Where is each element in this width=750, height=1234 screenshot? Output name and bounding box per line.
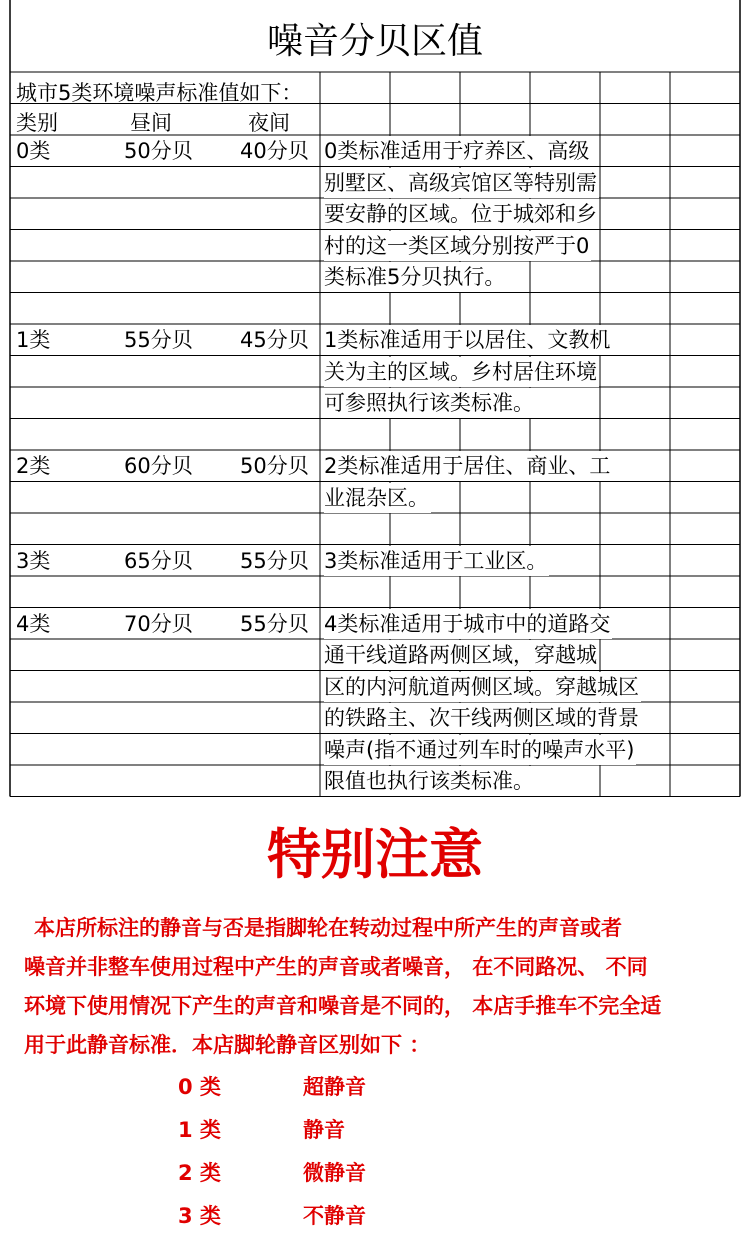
row-description-line: 村的这一类区域分别按严于0 (324, 231, 591, 261)
notice-line: 噪音并非整车使用过程中产生的声音或者噪音， 在不同路况、 不同 (24, 955, 648, 979)
row-description-line: 要安静的区域。位于城郊和乡 (324, 199, 599, 229)
row-day-value: 50分贝 (124, 139, 193, 163)
row-description-line: 关为主的区域。乡村居住环境 (324, 357, 599, 387)
row-day-value: 65分贝 (124, 548, 193, 573)
header-day: 昼间 (130, 111, 172, 135)
table-title: 噪音分贝区值 (266, 21, 483, 62)
row-description-line: 噪声(指不通过列车时的噪声水平) (324, 735, 636, 765)
level-description: 静音 (303, 1118, 345, 1142)
level-grade: 0 类 (178, 1075, 221, 1099)
row-description-line: 限值也执行该类标准。 (324, 766, 536, 796)
notice-line: 环境下使用情况下产生的声音和噪音是不同的， 本店手推车不完全适 (24, 994, 662, 1018)
level-description: 微静音 (303, 1161, 366, 1185)
row-day-value: 70分贝 (124, 611, 193, 636)
row-category: 4类 (16, 611, 51, 636)
row-description-line: 可参照执行该类标准。 (324, 388, 536, 418)
row-description-line: 4类标准适用于城市中的道路交 (324, 609, 612, 639)
row-night-value: 55分贝 (240, 611, 309, 636)
row-description-line: 2类标准适用于居住、商业、工 (324, 451, 612, 481)
row-description-line: 1类标准适用于以居住、文教机 (324, 325, 612, 355)
level-grade: 2 类 (178, 1161, 221, 1185)
table-intro: 城市5类环境噪声标准值如下： (16, 81, 303, 105)
row-day-value: 55分贝 (124, 328, 193, 352)
row-night-value: 40分贝 (240, 139, 309, 163)
row-night-value: 45分贝 (240, 328, 309, 352)
row-night-value: 50分贝 (240, 454, 309, 478)
notice-title: 特别注意 (267, 823, 483, 886)
header-night: 夜间 (248, 111, 290, 135)
row-description-line: 0类标准适用于疗养区、高级 (324, 136, 591, 166)
row-description-line: 通干线道路两侧区域，穿越城 (324, 640, 599, 670)
row-day-value: 60分贝 (124, 454, 193, 478)
row-description-line: 3类标准适用于工业区。 (324, 546, 549, 576)
row-category: 0类 (16, 139, 51, 163)
row-description-line: 别墅区、高级宾馆区等特别需 (324, 168, 599, 198)
level-grade: 1 类 (178, 1118, 221, 1142)
row-category: 3类 (16, 548, 51, 573)
level-description: 超静音 (303, 1075, 366, 1099)
row-description-line: 业混杂区。 (324, 483, 431, 513)
notice-line: 用于此静音标准．本店脚轮静音区别如下 ： (24, 1033, 431, 1057)
row-description-line: 类标准5分贝执行。 (324, 262, 507, 292)
row-description-line: 的铁路主、次干线两侧区域的背景 (324, 703, 641, 733)
row-night-value: 55分贝 (240, 548, 309, 573)
row-category: 1类 (16, 328, 51, 352)
level-description: 不静音 (303, 1204, 366, 1228)
row-category: 2类 (16, 454, 51, 478)
header-category: 类别 (16, 111, 58, 135)
row-description-line: 区的内河航道两侧区域。穿越城区 (324, 672, 641, 702)
level-grade: 3 类 (178, 1204, 221, 1228)
notice-line: 本店所标注的静音与否是指脚轮在转动过程中所产生的声音或者 (34, 916, 622, 940)
